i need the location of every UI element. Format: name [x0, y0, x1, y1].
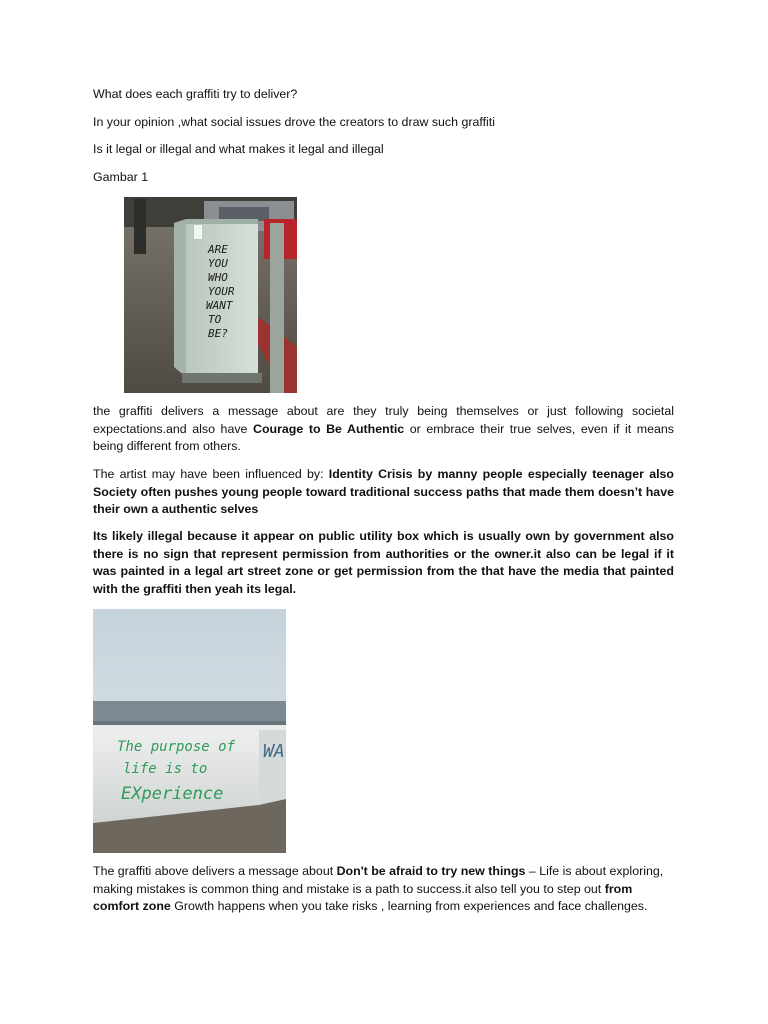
paragraph-3-bold: Its likely illegal because it appear on public utility box which is usually own by government also there is no sign that represent permission from authorities or the owner.it also can be legal if it was painted in a legal art street zone or get permission from the that have the media that painted with the graffiti then yeah its legal.: [93, 529, 674, 596]
paragraph-1: [93, 403, 674, 456]
paragraph-1-bold: Courage to Be Authentic: [253, 421, 405, 436]
paragraph-1-text-c: or embrace their true selves, even if it means being different from others.: [93, 421, 674, 454]
svg-text:WANT: WANT: [206, 299, 233, 312]
paragraph-4: [93, 863, 674, 916]
paragraph-4-bold-1: Don't be afraid to try new things: [336, 864, 526, 878]
graffiti-seawall-photo: [93, 609, 286, 853]
paragraph-2-bold: Identity Crisis by manny people especially teenager also Society often pushes young people toward traditional success paths that made them doesn’t have their own a authentic selves: [93, 467, 674, 517]
questions-block: [93, 86, 674, 195]
paragraph-4-text-e: Growth happens when you take risks , learning from experiences and face challenges.: [170, 899, 648, 914]
svg-text:TO: TO: [208, 313, 222, 326]
paragraph-4-text-a: The graffiti above delivers a message about: [93, 864, 337, 878]
graffiti-utility-box-photo: [124, 197, 297, 393]
svg-text:EXperience: EXperience: [121, 784, 224, 804]
question-3: Is it legal or illegal and what makes it legal and illegal: [93, 142, 384, 157]
figure-1-label: Gambar 1: [93, 169, 149, 184]
paragraph-4-bold-2: from comfort zone: [93, 881, 633, 914]
svg-text:WA: WA: [263, 741, 285, 762]
paragraph-2-text-a: The artist may have been influenced by:: [93, 467, 329, 481]
svg-text:WHO: WHO: [208, 271, 228, 284]
question-2: In your opinion ,what social issues drove the creators to draw such graffiti: [93, 114, 495, 129]
paragraph-1-text-a: the graffiti delivers a message about are they truly being themselves or just following societal expectations.and also have: [93, 404, 674, 436]
question-1: What does each graffiti try to deliver?: [93, 87, 298, 101]
svg-text:The purpose of: The purpose of: [117, 739, 236, 755]
paragraph-4-text-c: – Life is about exploring, making mistakes is common thing and mistake is a path to success.it also tell you to step out: [93, 864, 664, 896]
svg-text:YOU: YOU: [208, 257, 228, 270]
svg-text:YOUR: YOUR: [208, 285, 235, 298]
svg-text:life is to: life is to: [123, 761, 208, 777]
svg-text:ARE: ARE: [208, 243, 228, 256]
paragraph-2: [93, 466, 674, 519]
svg-text:BE?: BE?: [208, 327, 228, 340]
paragraph-3: [93, 528, 674, 598]
